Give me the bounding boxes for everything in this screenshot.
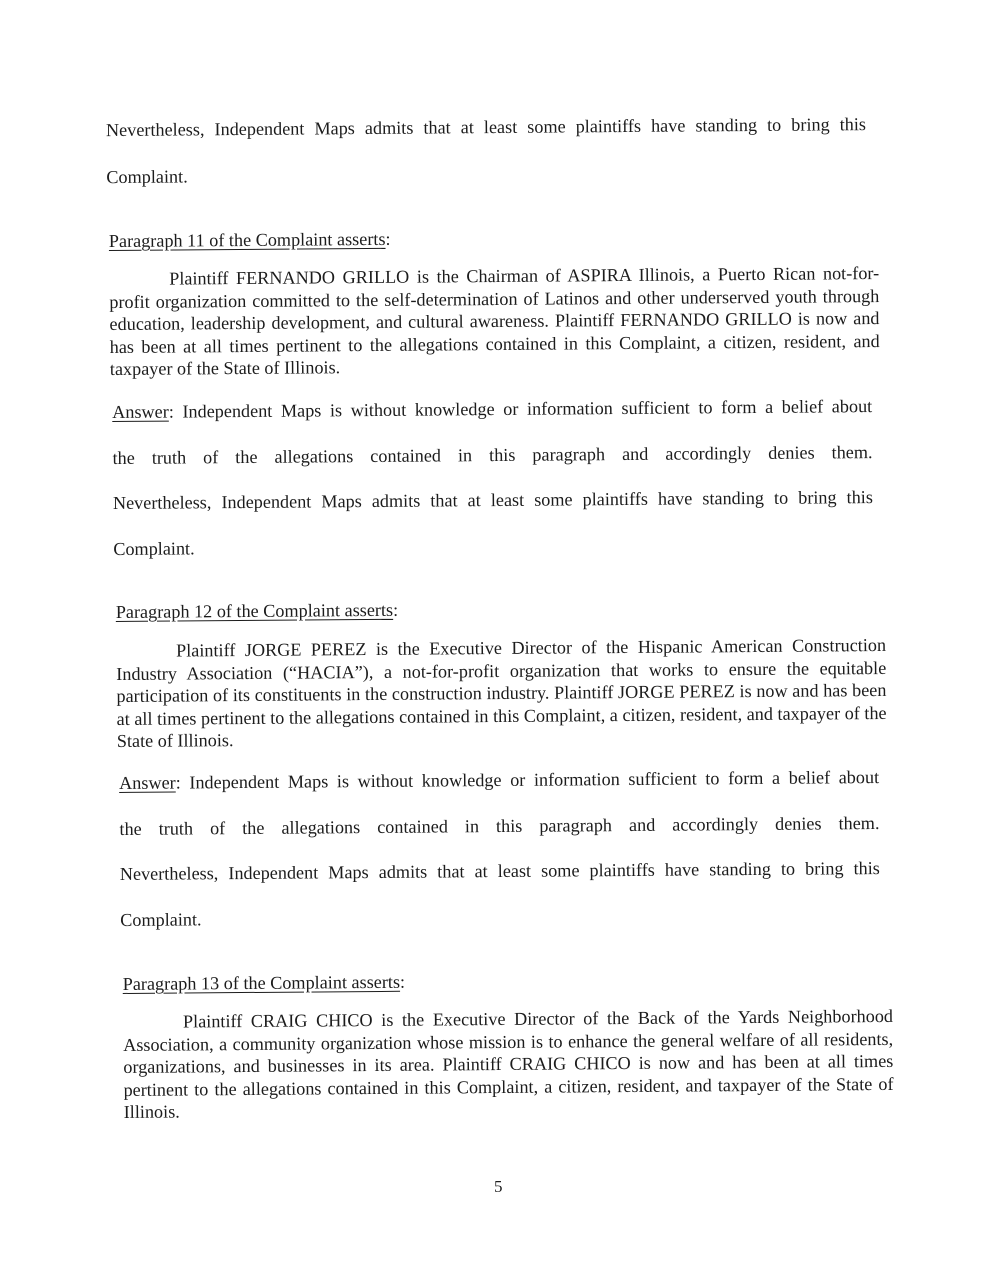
quote-text-12: Plaintiff JORGE PEREZ is the Executive Director of the Hispanic American Construction Industry Association (“HACIA”), a not-for-profit organization that works to ensure the equitable participation of its constituents in the construction industry. Plaintiff JORGE PEREZ is now and has been at all times pertinent to the allegations contained in this Complaint, a citizen, resident, and taxpayer of the State of Illinois. xyxy=(116,634,887,752)
heading-colon-13: : xyxy=(399,971,406,992)
answer-line-11-2: the truth of the allegations contained in this paragraph and accordingly denies them. xyxy=(112,442,873,469)
answer-line-12-3: Nevertheless, Independent Maps admits that at least some plaintiffs have standing to bring this xyxy=(119,858,880,884)
answer-line-11-3: Nevertheless, Independent Maps admits that at least some plaintiffs have standing to bring this xyxy=(112,487,873,514)
answer-line-12-2: the truth of the allegations contained in this paragraph and accordingly denies them. xyxy=(119,813,880,839)
answer-text-12-1: : Independent Maps is without knowledge or information sufficient to form a belief about xyxy=(175,767,880,793)
answer-label-11: Answer xyxy=(112,401,169,423)
answer-label-12: Answer xyxy=(119,772,176,793)
answer-line-11-4: Complaint. xyxy=(113,538,195,560)
quoted-allegation-11 xyxy=(109,262,880,381)
quote-text-11: Plaintiff FERNANDO GRILLO is the Chairman of ASPIRA Illinois, a Puerto Rican not-for-profit organization committed to the self-determination of Latinos and other underserved youth through education, leadership development, and cultural awareness. Plaintiff FERNANDO GRILLO is now and has been at all times pertinent to the allegations contained in this Complaint, a citizen, resident, and taxpayer of the State of Illinois. xyxy=(109,263,880,380)
section-heading-13 xyxy=(123,971,406,995)
section-heading-11 xyxy=(109,228,391,252)
heading-text-12: Paragraph 12 of the Complaint asserts xyxy=(115,599,394,623)
answer-line-12-4: Complaint. xyxy=(120,909,202,930)
continuation-line-1: Nevertheless, Independent Maps admits that at least some plaintiffs have standing to bring this xyxy=(105,114,867,141)
page-number: 5 xyxy=(494,1177,503,1196)
heading-text-11: Paragraph 11 of the Complaint asserts xyxy=(108,228,386,252)
heading-colon-12: : xyxy=(392,599,399,620)
section-heading-12 xyxy=(116,599,399,623)
quoted-allegation-12 xyxy=(116,634,887,753)
quoted-allegation-13 xyxy=(123,1005,894,1124)
answer-text-11-1: : Independent Maps is without knowledge or information sufficient to form a belief about xyxy=(168,396,873,422)
quote-text-13: Plaintiff CRAIG CHICO is the Executive Director of the Back of the Yards Neighborhood Association, a community organization whose mission is to enhance the general welfare of all residents, organizations, and businesses in its area. Plaintiff CRAIG CHICO is now and has been at all times pertinent to the allegations contained in this Complaint, a citizen, resident, and taxpayer of the State of Illinois. xyxy=(123,1005,894,1122)
heading-text-13: Paragraph 13 of the Complaint asserts xyxy=(122,971,401,994)
answer-line-12-1 xyxy=(119,766,879,794)
answer-line-11-1 xyxy=(112,395,872,423)
heading-colon-11: : xyxy=(385,228,391,249)
continuation-line-2: Complaint. xyxy=(106,166,188,188)
